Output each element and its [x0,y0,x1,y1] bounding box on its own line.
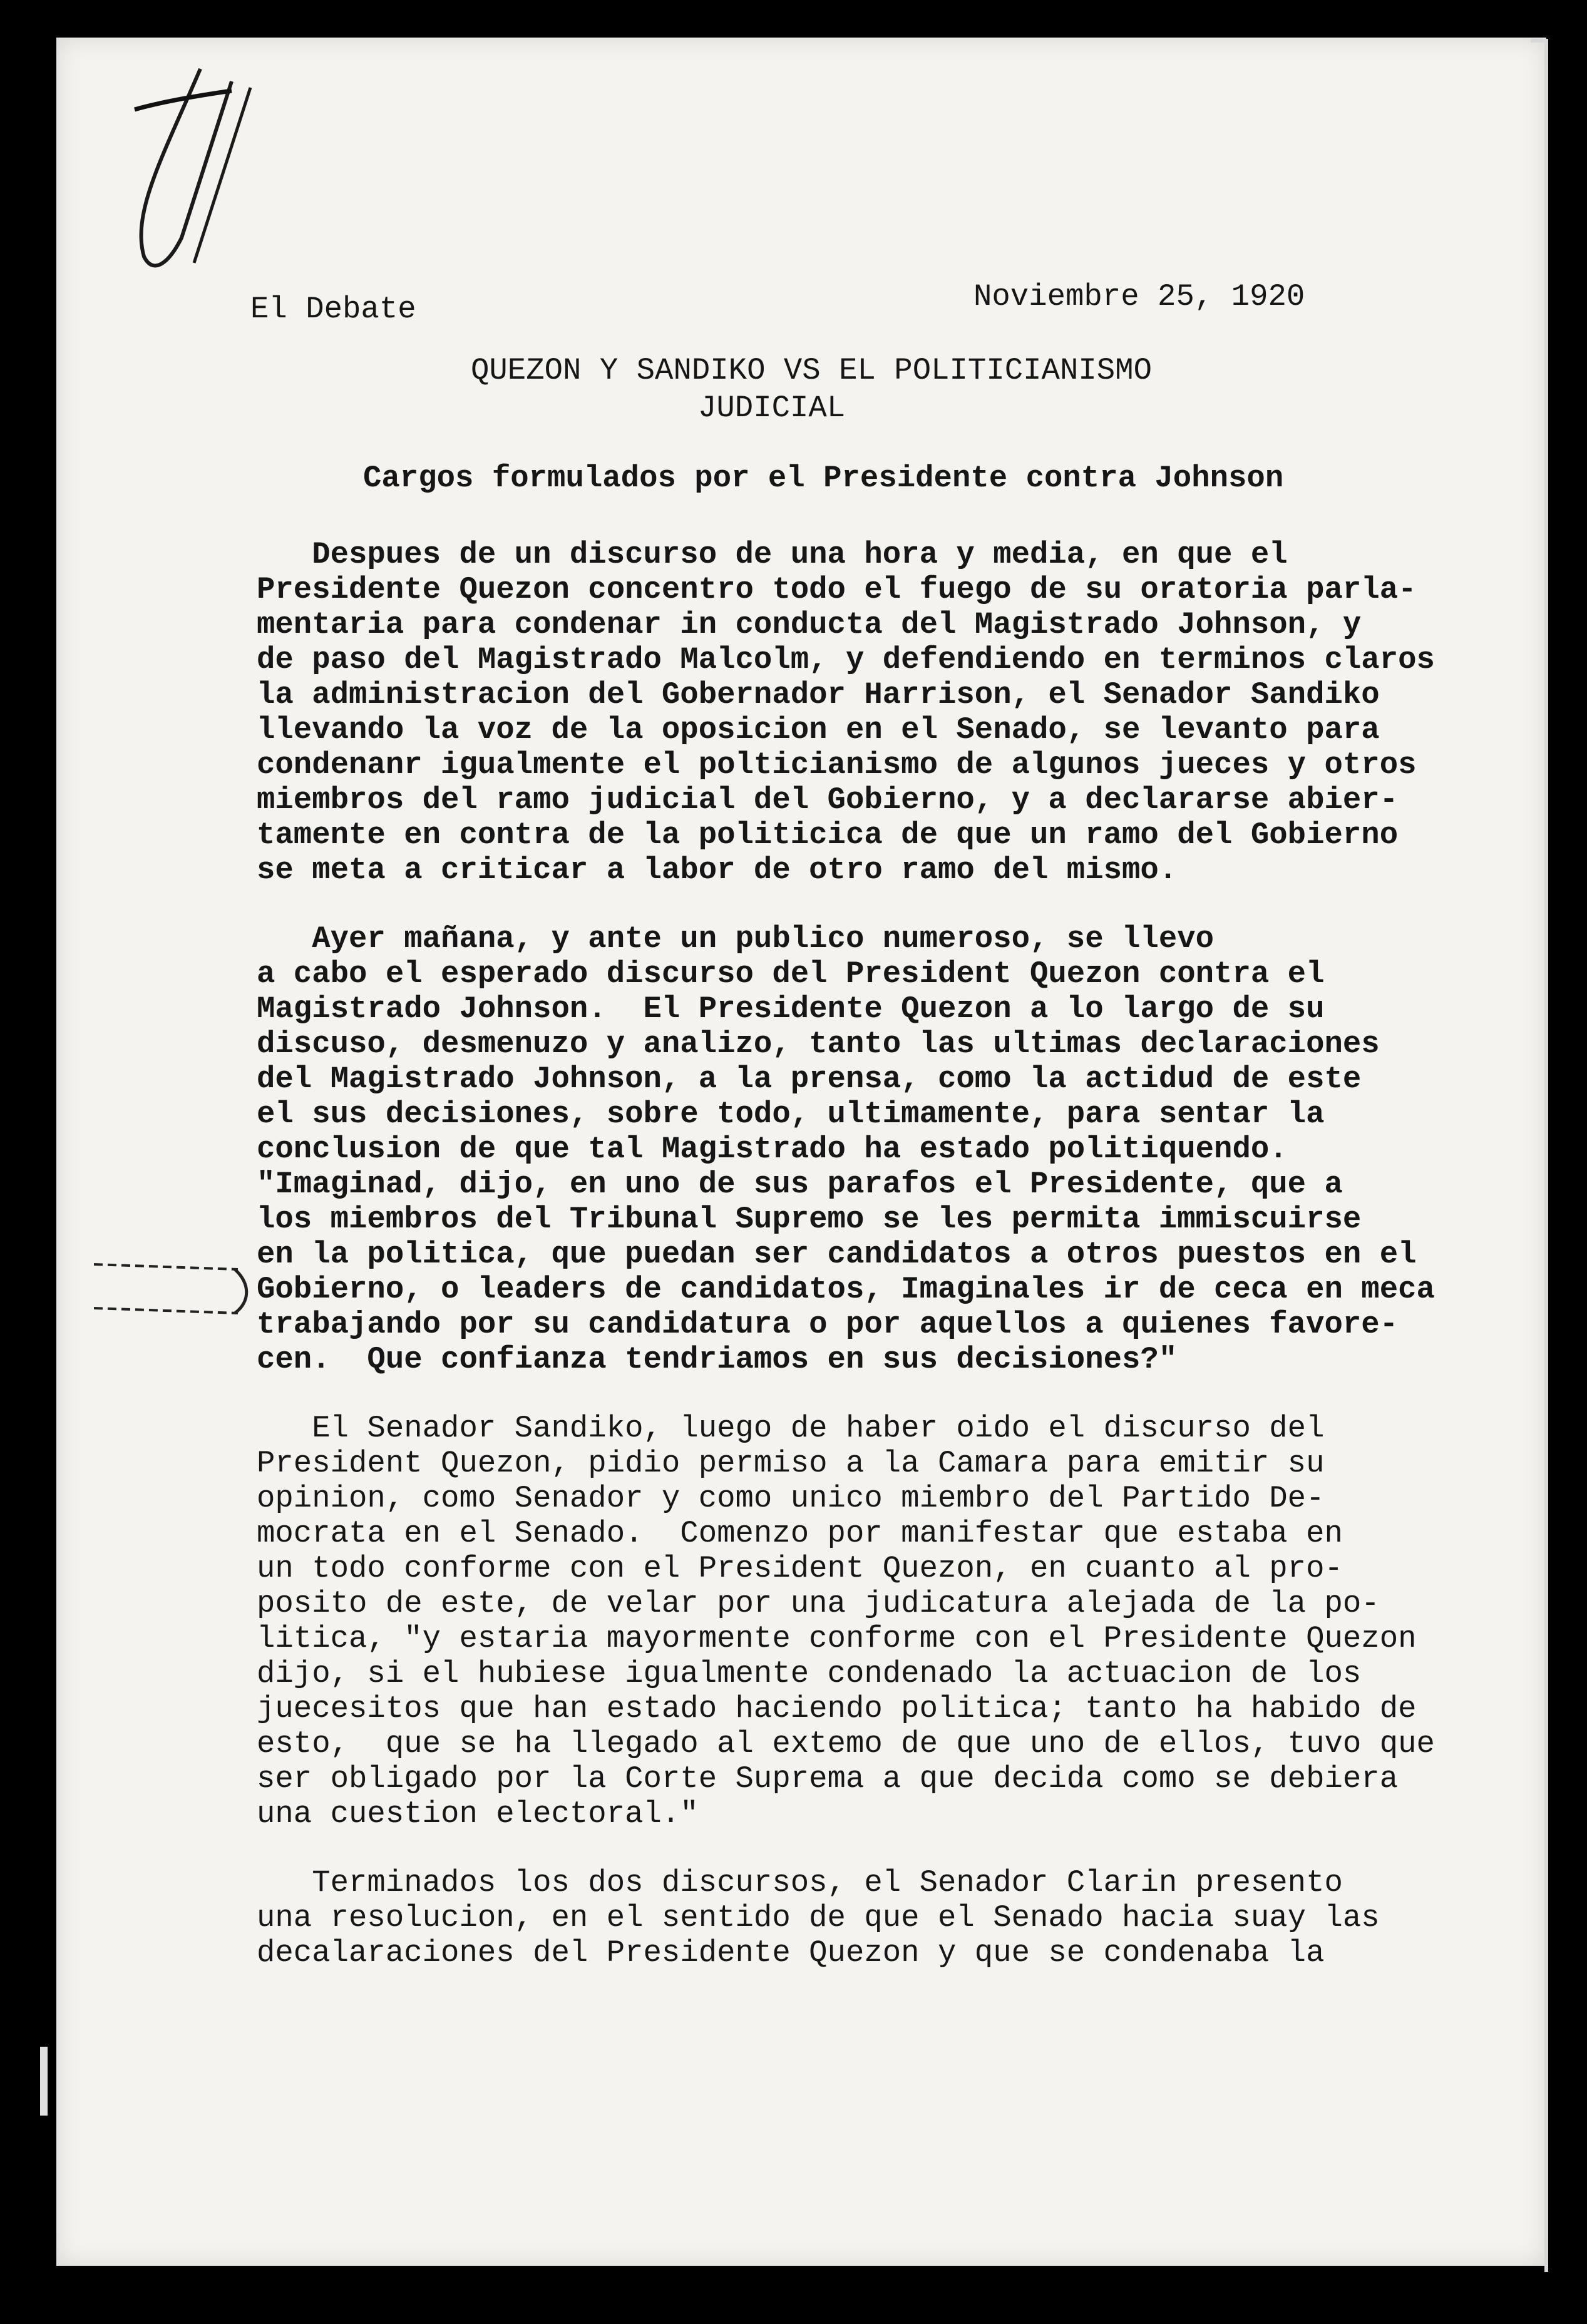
body-line: juecesitos que han estado haciendo politica; tanto ha habido de [257,1691,1417,1726]
body-line: President Quezon, pidio permiso a la Camara para emitir su [257,1446,1325,1481]
body-line: llevando la voz de la oposicion en el Senado, se levanto para [257,712,1380,747]
body-line: Gobierno, o leaders de candidatos, Imaginales ir de ceca en meca [257,1272,1435,1307]
body-line: trabajando por su candidatura o por aquellos a quienes favore- [257,1307,1399,1342]
body-line: de paso del Magistrado Malcolm, y defendiendo en terminos claros [257,642,1435,677]
body-line: del Magistrado Johnson, a la prensa, como la actidud de este [257,1062,1362,1097]
body-line: Magistrado Johnson. El Presidente Quezon a lo largo de su [257,991,1325,1026]
body-line: un todo conforme con el President Quezon, en cuanto al pro- [257,1551,1343,1586]
body-line: la administracion del Gobernador Harrison, el Senador Sandiko [257,677,1380,712]
body-line: mentaria para condenar in conducta del Magistrado Johnson, y [257,607,1362,642]
body-line: tamente en contra de la politicica de que un ramo del Gobierno [257,817,1399,852]
body-line: dijo, si el hubiese igualmente condenado la actuacion de los [257,1656,1362,1691]
body-line: se meta a criticar a labor de otro ramo del mismo. [257,852,1178,888]
article-title-line-1: QUEZON Y SANDIKO VS EL POLITICIANISMO [471,353,1152,388]
body-line: los miembros del Tribunal Supremo se les permita immiscuirse [257,1202,1362,1237]
body-line: decalaraciones del Presidente Quezon y que se condenaba la [257,1935,1325,1970]
body-line: a cabo el esperado discurso del President Quezon contra el [257,956,1325,991]
body-line: en la politica, que puedan ser candidatos a otros puestos en el [257,1237,1417,1272]
body-line: esto, que se ha llegado al extemo de que uno de ellos, tuvo que [257,1726,1435,1761]
body-line: Despues de un discurso de una hora y media, en que el [257,537,1288,572]
body-line: miembros del ramo judicial del Gobierno, y a declararse abier- [257,782,1399,817]
publication-date: Noviembre 25, 1920 [973,279,1305,314]
body-line: ser obligado por la Corte Suprema a que decida como se debiera [257,1761,1399,1796]
article-subtitle: Cargos formulados por el Presidente contra Johnson [363,461,1284,496]
body-line: El Senador Sandiko, luego de haber oido el discurso del [257,1411,1325,1446]
publication-name: El Debate [250,292,416,327]
body-line: Terminados los dos discursos, el Senador Clarin presento [257,1865,1343,1900]
body-line: mocrata en el Senado. Comenzo por manifestar que estaba en [257,1516,1343,1551]
body-line: litica, "y estaria mayormente conforme con el Presidente Quezon [257,1621,1417,1656]
article-title-line-2: JUDICIAL [698,391,846,426]
body-line: una resolucion, en el sentido de que el Senado hacia suay las [257,1900,1380,1935]
body-line: posito de este, de velar por una judicatura alejada de la po- [257,1586,1380,1621]
body-line: Presidente Quezon concentro todo el fuego de su oratoria parla- [257,572,1417,607]
body-line: discuso, desmenuzo y analizo, tanto las ultimas declaraciones [257,1026,1380,1062]
body-line: opinion, como Senador y como unico miembro del Partido De- [257,1481,1325,1516]
body-line: el sus decisiones, sobre todo, ultimamente, para sentar la [257,1097,1325,1132]
body-line: condenanr igualmente el polticianismo de algunos jueces y otros [257,747,1417,782]
body-line: Ayer mañana, y ante un publico numeroso, se llevo [257,921,1215,956]
body-line: una cuestion electoral." [257,1796,699,1831]
body-line: cen. Que confianza tendriamos en sus decisiones?" [257,1342,1178,1377]
body-line: "Imaginad, dijo, en uno de sus parafos el Presidente, que a [257,1167,1343,1202]
body-line: conclusion de que tal Magistrado ha estado politiquendo. [257,1132,1288,1167]
